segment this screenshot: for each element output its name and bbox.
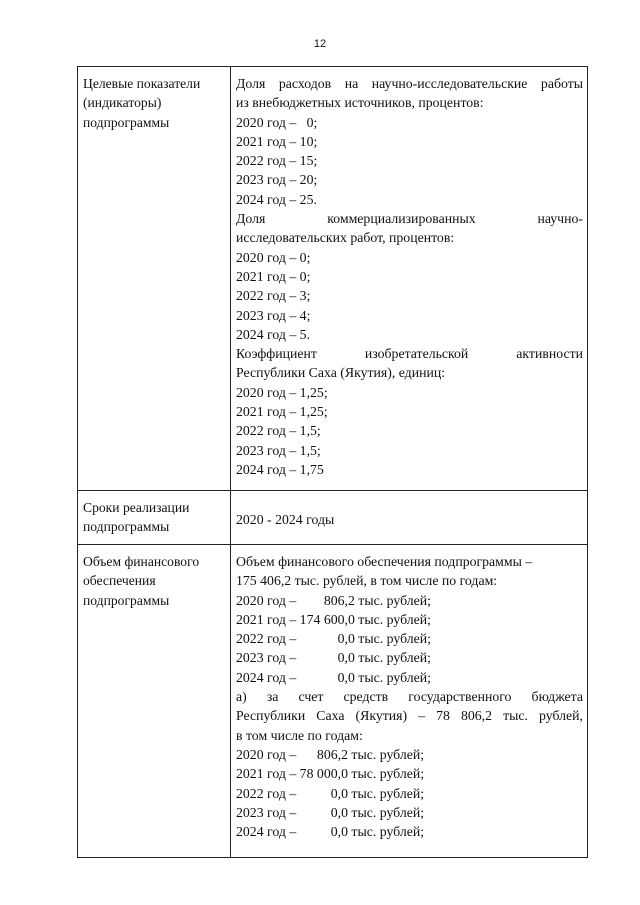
content-line: Доля коммерциализированных научно- <box>236 211 583 227</box>
content-line: 2021 год – 10; <box>236 133 318 149</box>
content-line: 2024 год – 0,0 тыс. рублей; <box>236 824 425 840</box>
label-line: (индикаторы) <box>83 95 162 111</box>
content-line: 2020 год – 806,2 тыс. рублей; <box>236 592 431 608</box>
content-line: 2023 год – 0,0 тыс. рублей; <box>236 650 431 666</box>
content-line: а) за счет средств государственного бюджета <box>236 689 583 705</box>
content-line: 2021 год – 78 000,0 тыс. рублей; <box>236 766 425 782</box>
page-number: 12 <box>313 38 327 50</box>
content-line: 2020 год – 1,25; <box>236 384 328 400</box>
content-line: 2023 год – 0,0 тыс. рублей; <box>236 804 425 820</box>
content-line: 2020 - 2024 годы <box>236 512 335 527</box>
content-line: из внебюджетных источников, процентов: <box>236 95 484 111</box>
passport-table <box>77 66 588 858</box>
content-line: 2022 год – 1,5; <box>236 423 321 439</box>
row-content-timeline <box>231 491 588 545</box>
content-line: 2022 год – 0,0 тыс. рублей; <box>236 785 425 801</box>
content-line: 2021 год – 174 600,0 тыс. рублей; <box>236 611 431 627</box>
content-line: 2020 год – 806,2 тыс. рублей; <box>236 746 425 762</box>
table-row-funding <box>78 545 588 858</box>
row-content-funding <box>231 545 588 858</box>
content-line: 175 406,2 тыс. рублей, в том числе по годам: <box>236 573 498 589</box>
label-line: Объем финансового <box>83 554 200 569</box>
content-line: 2024 год – 1,75 <box>236 461 324 477</box>
content-line: Республики Саха (Якутия), единиц: <box>236 365 446 381</box>
table-row-indicators <box>78 67 588 491</box>
content-line: 2023 год – 20; <box>236 172 318 188</box>
content-line: Объем финансового обеспечения подпрограммы – <box>236 554 533 569</box>
content-line: в том числе по годам: <box>236 727 363 743</box>
content-line: 2022 год – 15; <box>236 153 318 169</box>
label-line: Сроки реализации <box>83 500 190 515</box>
table-row-timeline <box>78 491 588 545</box>
content-line: 2021 год – 0; <box>236 268 311 284</box>
content-line: исследовательских работ, процентов: <box>236 230 455 246</box>
content-line: Республики Саха (Якутия) – 78 806,2 тыс. рублей, <box>236 708 583 724</box>
content-line: 2024 год – 5. <box>236 326 311 342</box>
row-label-indicators <box>78 67 231 491</box>
content-line: 2023 год – 4; <box>236 307 311 323</box>
content-line: 2022 год – 3; <box>236 288 311 304</box>
label-line: обеспечения <box>83 573 156 589</box>
row-label-timeline <box>78 491 231 545</box>
row-label-funding <box>78 545 231 858</box>
label-line: подпрограммы <box>83 519 170 535</box>
content-line: 2024 год – 25. <box>236 191 317 207</box>
content-line: 2022 год – 0,0 тыс. рублей; <box>236 631 431 647</box>
label-line: подпрограммы <box>83 114 170 130</box>
label-line: Целевые показатели <box>83 76 201 91</box>
label-line: подпрограммы <box>83 592 170 608</box>
content-line: 2020 год – 0; <box>236 114 318 130</box>
content-line: 2020 год – 0; <box>236 249 311 265</box>
content-line: Доля расходов на научно-исследовательские работы <box>236 76 583 91</box>
row-content-indicators <box>231 67 588 491</box>
content-line: 2021 год – 1,25; <box>236 404 328 420</box>
content-line: Коэффициент изобретательской активности <box>236 346 583 362</box>
content-line: 2024 год – 0,0 тыс. рублей; <box>236 669 431 685</box>
content-line: 2023 год – 1,5; <box>236 442 321 458</box>
